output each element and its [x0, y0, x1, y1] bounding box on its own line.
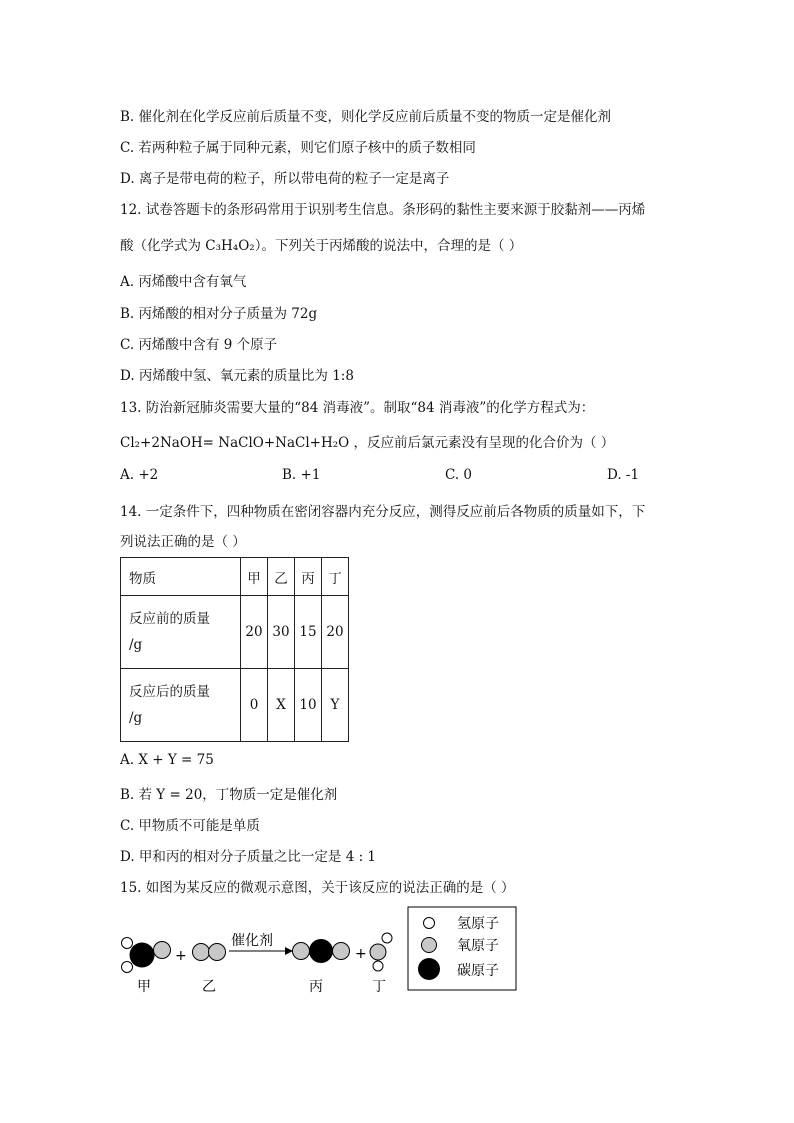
table-row-label — [121, 669, 241, 742]
carbon-atom-icon — [418, 958, 440, 980]
row-label-line1: 反应后的质量 — [129, 684, 210, 700]
table-header-cell: 乙 — [268, 558, 295, 596]
table-cell: 15 — [295, 596, 322, 669]
table-cell: 20 — [322, 596, 349, 669]
table-row — [121, 669, 349, 742]
mass-table — [120, 557, 349, 742]
q14-option-c: C. 甲物质不可能是单质 — [120, 818, 260, 834]
q11-option-b: B. 催化剂在化学反应前后质量不变，则化学反应前后质量不变的物质一定是催化剂 — [120, 109, 612, 125]
table-header-cell: 物质 — [121, 558, 241, 596]
q14-stem-line2: 列说法正确的是（ ） — [120, 534, 246, 550]
q13-option-a: A. +2 — [120, 467, 159, 483]
molecule-yi — [193, 944, 226, 961]
molecule-ding — [370, 933, 392, 971]
q13-equation-line: Cl₂+2NaOH= NaClO+NaCl+H₂O ，反应前后氯元素没有呈现的化合价为（ ） — [120, 435, 615, 451]
q14-stem-line1: 14. 一定条件下，四种物质在密闭容器内充分反应，测得反应前后各物质的质量如下，下 — [120, 504, 646, 520]
table-cell: 10 — [295, 669, 322, 742]
table-header-row — [121, 558, 349, 596]
table-row-label — [121, 596, 241, 669]
q11-option-d: D. 离子是带电荷的粒子，所以带电荷的粒子一定是离子 — [120, 171, 450, 187]
q12-option-c: C. 丙烯酸中含有 9 个原子 — [120, 337, 278, 353]
q12-option-a: A. 丙烯酸中含有氧气 — [120, 274, 247, 290]
q12-stem-line2: 酸（化学式为 C₃H₄O₂）。下列关于丙烯酸的说法中，合理的是（ ） — [120, 238, 523, 254]
hydrogen-atom-icon — [424, 918, 435, 929]
plus-sign: + — [175, 948, 187, 964]
molecule-jia — [122, 938, 171, 973]
q13-option-b: B. +1 — [282, 467, 321, 483]
reaction-arrowhead — [285, 947, 293, 955]
table-header-cell: 甲 — [241, 558, 268, 596]
q14-option-a: A. X + Y = 75 — [120, 752, 214, 768]
label-yi: 乙 — [202, 979, 216, 995]
oxygen-atom-icon — [422, 938, 437, 953]
table-cell: 0 — [241, 669, 268, 742]
q12-option-d: D. 丙烯酸中氢、氧元素的质量比为 1:8 — [120, 368, 354, 384]
row-label-line2: /g — [129, 637, 143, 653]
label-jia: 甲 — [137, 979, 151, 995]
label-bing: 丙 — [309, 979, 323, 995]
table-cell: 20 — [241, 596, 268, 669]
q14-option-b: B. 若 Y = 20，丁物质一定是催化剂 — [120, 787, 338, 803]
table-header-cell: 丁 — [322, 558, 349, 596]
legend — [408, 907, 516, 990]
q13-option-d: D. -1 — [607, 467, 640, 483]
plus-sign: + — [355, 946, 367, 962]
legend-carbon: 碳原子 — [457, 963, 499, 979]
q12-option-b: B. 丙烯酸的相对分子质量为 72g — [120, 306, 318, 322]
q15-stem: 15. 如图为某反应的微观示意图，关于该反应的说法正确的是（ ） — [120, 880, 515, 896]
legend-oxygen: 氧原子 — [457, 938, 499, 954]
table-cell: 30 — [268, 596, 295, 669]
row-label-line1: 反应前的质量 — [129, 611, 210, 627]
label-ding: 丁 — [372, 979, 386, 995]
q12-stem-line1: 12. 试卷答题卡的条形码常用于识别考生信息。条形码的黏性主要来源于胶黏剂——丙烯 — [120, 202, 646, 218]
row-label-line2: /g — [129, 710, 143, 726]
catalyst-label: 催化剂 — [231, 933, 273, 949]
table-row — [121, 596, 349, 669]
legend-hydrogen: 氢原子 — [457, 916, 499, 932]
q13-option-c: C. 0 — [445, 467, 473, 483]
molecule-bing — [293, 939, 350, 963]
table-cell: Y — [322, 669, 349, 742]
q13-stem-line1: 13. 防治新冠肺炎需要大量的“84 消毒液”。制取“84 消毒液”的化学方程式为： — [120, 400, 595, 416]
q11-option-c: C. 若两种粒子属于同种元素，则它们原子核中的质子数相同 — [120, 140, 476, 156]
table-header-cell: 丙 — [295, 558, 322, 596]
reaction-micro-diagram — [115, 905, 525, 995]
q14-option-d: D. 甲和丙的相对分子质量之比一定是 4 : 1 — [120, 849, 377, 865]
table-cell: X — [268, 669, 295, 742]
